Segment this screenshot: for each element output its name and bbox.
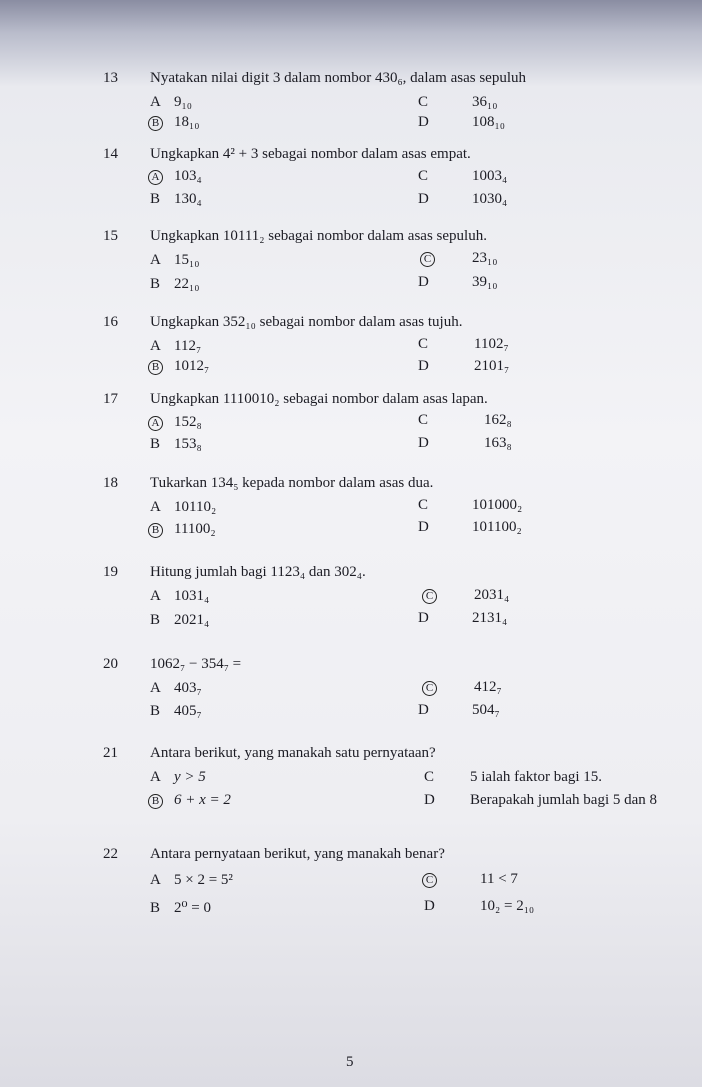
option-d: D 39₁₀ — [418, 274, 498, 290]
option-letter: A — [150, 94, 161, 110]
option-letter: C — [424, 769, 435, 785]
answer-circle-mark: B — [148, 116, 163, 131]
question-number: 15 — [103, 228, 118, 244]
question-text: Ungkapkan 352₁₀ sebagai nombor dalam asas tujuh. — [150, 314, 463, 330]
option-letter: B — [150, 436, 161, 452]
option-a: A 9₁₀ — [150, 94, 192, 110]
option-letter: B — [150, 612, 161, 628]
option-c: C 412₇ — [424, 679, 502, 696]
question-number: 19 — [103, 564, 118, 580]
question-text: Nyatakan nilai digit 3 dalam nombor 430₆, dalam asas sepuluh — [150, 70, 526, 86]
option-letter: D — [424, 792, 435, 808]
option-b: B 130₄ — [150, 191, 202, 207]
option-letter: D — [418, 610, 429, 626]
option-letter: C — [418, 168, 429, 184]
option-letter — [424, 587, 448, 604]
option-d: D 504₇ — [418, 702, 500, 718]
answer-circle-mark: B — [148, 523, 163, 538]
option-d: D 163₈ — [418, 435, 512, 451]
option-c: C 1003₄ — [418, 168, 508, 184]
option-letter: A — [150, 338, 161, 354]
question-number: 14 — [103, 146, 118, 162]
question-text: Hitung jumlah bagi 1123₄ dan 302₄. — [150, 564, 366, 580]
option-d: D 2131₄ — [418, 610, 508, 626]
question-number: 13 — [103, 70, 118, 86]
option-c: C 11 < 7 — [424, 871, 518, 888]
option-letter — [150, 792, 174, 809]
question-text: Antara berikut, yang manakah satu pernyataan? — [150, 745, 436, 761]
option-letter: D — [418, 358, 429, 374]
question-number: 17 — [103, 391, 118, 407]
option-d: D Berapakah jumlah bagi 5 dan 8 — [424, 792, 658, 808]
option-letter — [150, 168, 174, 185]
answer-circle-mark: B — [148, 794, 163, 809]
option-a: A 152₈ — [150, 414, 202, 431]
option-letter: D — [418, 114, 429, 130]
question-number: 20 — [103, 656, 118, 672]
option-letter — [150, 114, 174, 131]
option-letter: B — [150, 276, 161, 292]
option-letter: A — [150, 588, 161, 604]
option-b: B 22₁₀ — [150, 276, 200, 292]
option-letter: A — [150, 680, 161, 696]
option-a: A 15₁₀ — [150, 252, 200, 268]
option-b: B 153₈ — [150, 436, 202, 452]
question-text: Antara pernyataan berikut, yang manakah benar? — [150, 846, 445, 862]
option-letter: C — [418, 336, 429, 352]
page-number: 5 — [346, 1054, 354, 1070]
question-number: 22 — [103, 846, 118, 862]
question-number: 18 — [103, 475, 118, 491]
option-a: A 10110₂ — [150, 499, 217, 515]
option-b: B 405₇ — [150, 703, 202, 719]
option-d: D 1030₄ — [418, 191, 508, 207]
answer-circle-mark: A — [148, 416, 163, 431]
option-letter: C — [418, 412, 429, 428]
option-b: B 11100₂ — [150, 521, 216, 538]
option-letter: A — [150, 252, 161, 268]
option-d: D 101100₂ — [418, 519, 522, 535]
option-a: A 1031₄ — [150, 588, 210, 604]
question-text: 1062₇ − 354₇ = — [150, 656, 242, 672]
answer-circle-mark: B — [148, 360, 163, 375]
option-b: B 1012₇ — [150, 358, 209, 375]
option-c: C 2031₄ — [424, 587, 509, 604]
option-b: B 2⁰ = 0 — [150, 900, 211, 916]
option-letter: C — [418, 497, 429, 513]
option-c: C 5 ialah faktor bagi 15. — [424, 769, 603, 785]
option-letter: D — [418, 702, 429, 718]
answer-circle-mark: C — [420, 252, 435, 267]
question-number: 16 — [103, 314, 118, 330]
option-letter — [150, 521, 174, 538]
option-c: C 23₁₀ — [422, 250, 497, 267]
option-letter: B — [150, 703, 161, 719]
question-text: Tukarkan 134₅ kepada nombor dalam asas dua. — [150, 475, 434, 491]
option-c: C 162₈ — [418, 412, 512, 428]
option-letter — [422, 250, 446, 267]
option-letter — [150, 414, 174, 431]
answer-circle-mark: A — [148, 170, 163, 185]
option-a: A 103₄ — [150, 168, 202, 185]
option-b: B 18₁₀ — [150, 114, 199, 131]
option-letter: B — [150, 191, 161, 207]
answer-circle-mark: C — [422, 681, 437, 696]
option-letter: D — [418, 519, 429, 535]
option-c: C 101000₂ — [418, 497, 523, 513]
option-c: C 36₁₀ — [418, 94, 498, 110]
question-text: Ungkapkan 1110010₂ sebagai nombor dalam asas lapan. — [150, 391, 488, 407]
question-text: Ungkapkan 4² + 3 sebagai nombor dalam asas empat. — [150, 146, 471, 162]
option-letter: D — [424, 898, 435, 914]
option-letter: D — [418, 274, 429, 290]
option-letter — [150, 358, 174, 375]
option-letter: A — [150, 769, 161, 785]
option-letter: A — [150, 872, 161, 888]
option-a: A 112₇ — [150, 338, 202, 354]
option-a: A 403₇ — [150, 680, 202, 696]
answer-circle-mark: C — [422, 589, 437, 604]
option-a: A 5 × 2 = 5² — [150, 872, 233, 888]
option-letter: A — [150, 499, 161, 515]
option-c: C 1102₇ — [418, 336, 509, 352]
option-letter: D — [418, 191, 429, 207]
option-letter: D — [418, 435, 429, 451]
option-a: A y > 5 — [150, 769, 206, 785]
question-text: Ungkapkan 10111₂ sebagai nombor dalam asas sepuluh. — [150, 228, 487, 244]
answer-circle-mark: C — [422, 873, 437, 888]
option-letter — [424, 871, 448, 888]
option-letter: B — [150, 900, 161, 916]
option-d: D 108₁₀ — [418, 114, 505, 130]
option-d: D 10₂ = 2₁₀ — [424, 898, 535, 914]
option-b: B 2021₄ — [150, 612, 210, 628]
question-number: 21 — [103, 745, 118, 761]
option-letter — [424, 679, 448, 696]
option-letter: C — [418, 94, 429, 110]
option-b: B 6 + x = 2 — [150, 792, 231, 809]
option-d: D 2101₇ — [418, 358, 510, 374]
